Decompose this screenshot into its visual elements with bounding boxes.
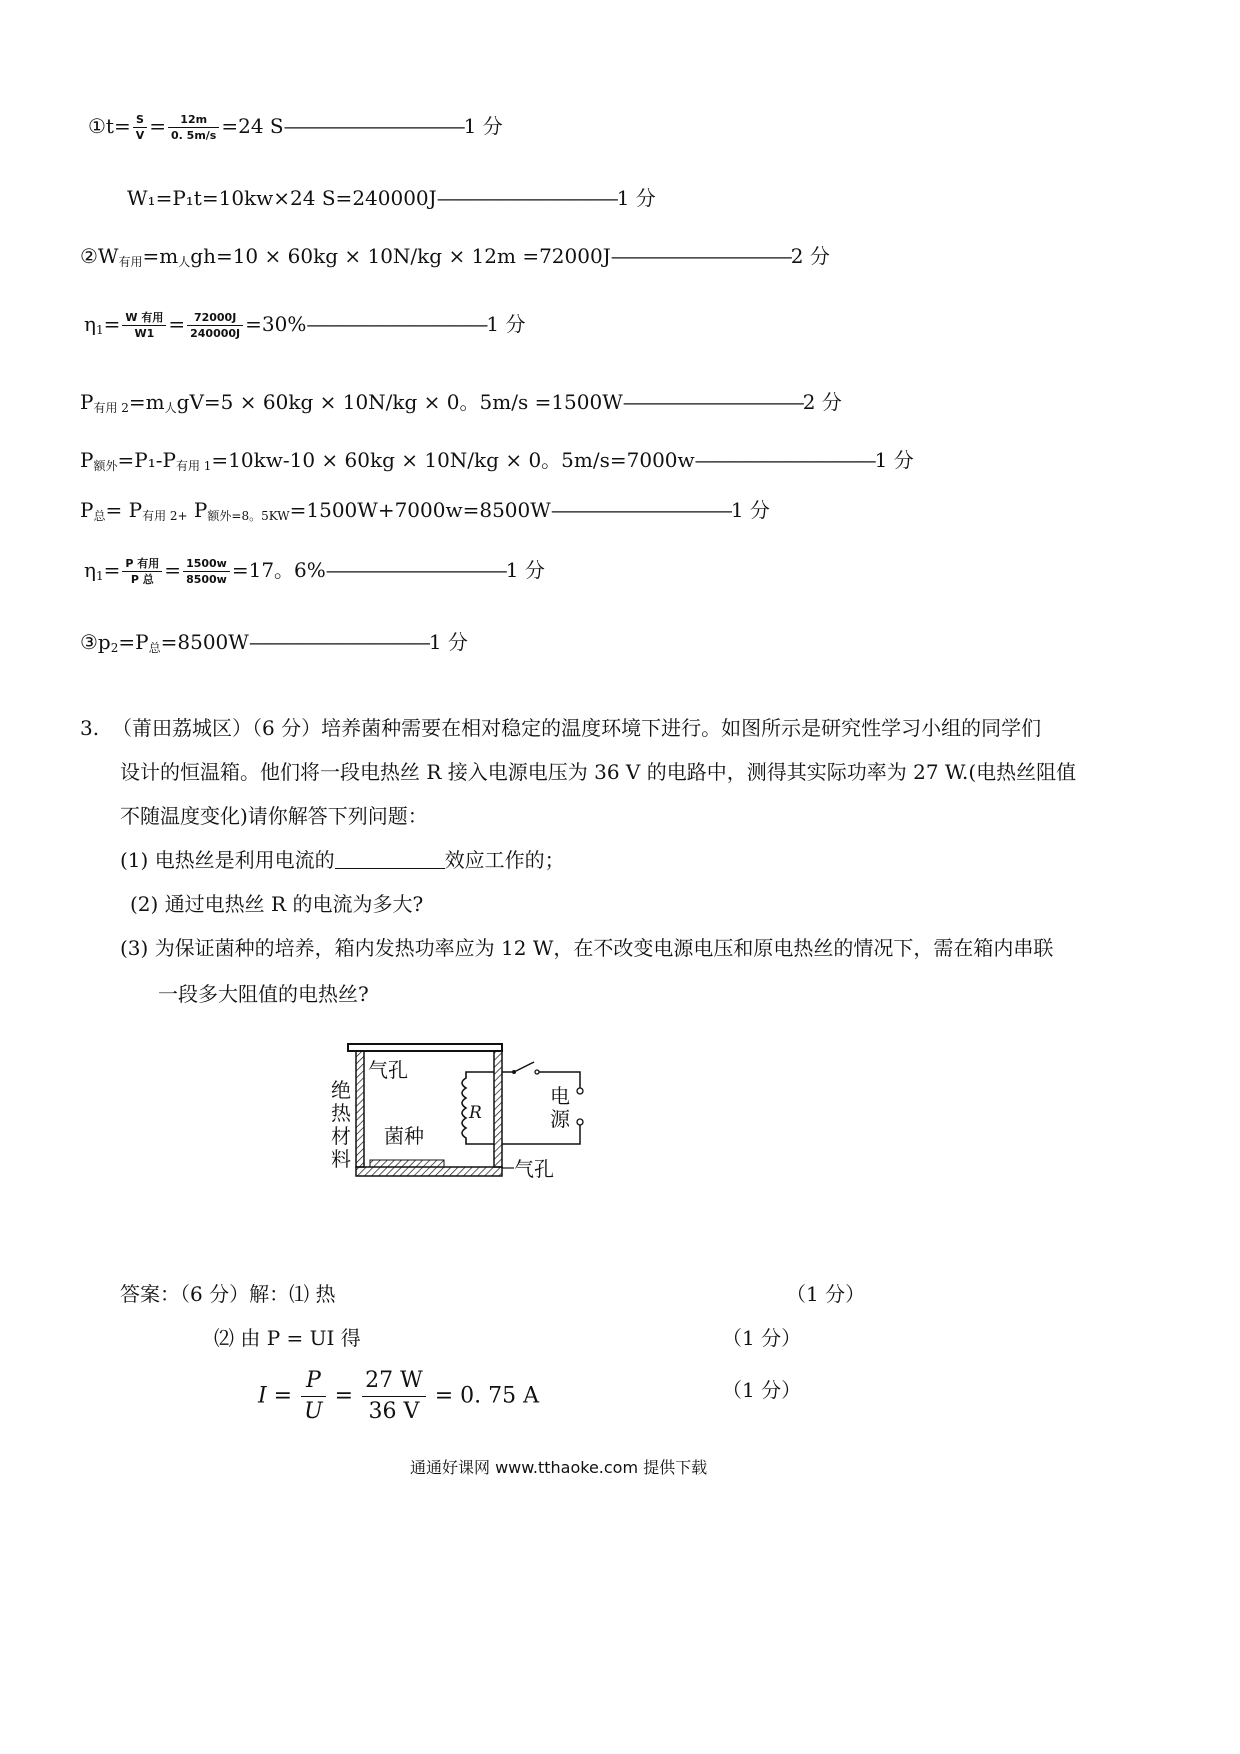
text: =m — [128, 390, 165, 414]
score: 1 分 — [616, 186, 656, 210]
subscript: 总 — [93, 509, 106, 523]
subscript: 额外 — [93, 459, 118, 473]
text: =17。6% — [231, 558, 326, 582]
numerator: P 有用 — [122, 556, 162, 572]
denominator: 0. 5m/s — [171, 129, 217, 142]
denominator: V — [135, 129, 145, 142]
text: ②W — [80, 244, 119, 268]
insulation-label-4: 料 — [331, 1147, 351, 1171]
denominator: 8500w — [186, 573, 227, 586]
question-line-2: 设计的恒温箱。他们将一段电热丝 R 接入电源电压为 36 V 的电路中，测得其实际功率为 27 W.(电热丝阻值 — [120, 760, 1077, 784]
terminal — [577, 1119, 583, 1125]
text: = — [103, 558, 121, 582]
denominator: W1 — [134, 327, 155, 340]
text: =P — [118, 630, 149, 654]
text: gV=5 × 60kg × 10N/kg × 0。5m/s =1500W — [176, 390, 623, 414]
dash-line: —————————— — [622, 390, 803, 414]
solution-line-8: $\eta_1=$ $\frac{\text{P 有用}}{\text{P 总}}$ = $\frac{1500w}{8500w}$ =17。6%——————————1 分 — [84, 557, 545, 586]
dash-line: —————————— — [436, 186, 617, 210]
fraction — [183, 556, 230, 587]
score: 1 分 — [428, 630, 468, 654]
text: =10kw-10 × 60kg × 10N/kg × 0。5m/s=7000w — [211, 448, 695, 472]
solution-line-3 — [80, 244, 830, 274]
text: (1) 电热丝是利用电流的 — [120, 848, 335, 872]
switch-contact — [535, 1070, 539, 1074]
score: 1 分 — [874, 448, 914, 472]
denominator: P 总 — [130, 573, 154, 586]
text: ①t= — [88, 114, 131, 138]
answer-line-2: ⑵ 由 P = UI 得 — [214, 1326, 361, 1350]
dash-line: —————————— — [610, 244, 791, 268]
dash-line: —————————— — [283, 114, 464, 138]
subscript: 人 — [164, 401, 177, 415]
denominator: 240000J — [190, 327, 241, 340]
sub-question-1 — [120, 848, 565, 872]
sub-question-3-line-1: (3) 为保证菌种的培养，箱内发热功率应为 12 W，在不改变电源电压和原电热丝的情况下，需在箱内串联 — [120, 936, 1054, 960]
dash-line: —————————— — [248, 630, 429, 654]
solution-line-9 — [80, 630, 468, 660]
power-label-1: 电 — [550, 1084, 570, 1108]
text: 效应工作的； — [444, 848, 565, 872]
bottom-wall — [356, 1167, 502, 1176]
subscript: 1 — [95, 569, 104, 583]
solution-line-1: ①t= $\frac{S}{V}$ = $\frac{12m}{0. 5m/s}$ =24 S——————————1 分 — [88, 113, 503, 142]
fraction — [168, 112, 219, 143]
solution-line-7 — [80, 498, 770, 528]
numerator: P — [301, 1366, 326, 1397]
text: gh=10 × 60kg × 10N/kg × 12m =72000J — [190, 244, 611, 268]
text: =8500W — [160, 630, 249, 654]
fraction — [122, 556, 162, 587]
answer-score-1: （1 分） — [786, 1282, 866, 1306]
answer-line-1: 答案：（6 分）解：⑴ 热 — [120, 1282, 336, 1306]
sub-question-3-line-2: 一段多大阻值的电热丝? — [158, 982, 369, 1006]
text: P — [80, 390, 94, 414]
answer-score-3: （1 分） — [722, 1378, 802, 1402]
denominator: U — [304, 1399, 323, 1424]
denominator: 36 V — [368, 1399, 420, 1424]
numerator: S — [133, 112, 148, 128]
text: =1500W+7000w=8500W — [289, 498, 551, 522]
solution-line-4: $\eta_1=$ $\frac{\text{W 有用}}{W1}$ = $\frac{72000J}{240000J}$ =30%——————————1 分 — [84, 311, 526, 340]
score: 1 分 — [505, 558, 545, 582]
solution-line-2 — [127, 186, 656, 210]
text: ③p — [80, 630, 111, 654]
lid — [348, 1044, 502, 1051]
subscript: 额外=8。5KW — [207, 509, 290, 523]
solution-line-5 — [80, 390, 842, 420]
text: =24 S — [221, 114, 284, 138]
fraction — [187, 310, 243, 341]
score: 1 分 — [463, 114, 503, 138]
text: =30% — [245, 312, 307, 336]
vent-bottom-label: 气孔 — [514, 1157, 554, 1181]
resistor-label: R — [469, 1103, 482, 1123]
text: η — [84, 558, 96, 582]
numerator: 12m — [168, 112, 219, 128]
text: W₁=P₁t=10kw×24 S=240000J — [127, 186, 437, 210]
text: P — [80, 448, 94, 472]
insulation-label-1: 绝 — [331, 1078, 351, 1102]
text: P — [187, 498, 208, 522]
score: 2 分 — [802, 390, 842, 414]
text: =P₁-P — [117, 448, 176, 472]
sub-question-2: (2) 通过电热丝 R 的电流为多大? — [130, 892, 424, 916]
answer-line-3: I = $\frac{P}{U}$ = $\frac{27 W}{36 V}$ = 0. 75 A — [258, 1366, 539, 1427]
answer-blank — [335, 850, 445, 869]
text: = 0. 75 A — [434, 1383, 539, 1409]
subscript: 总 — [148, 641, 161, 655]
numerator: 1500w — [183, 556, 230, 572]
subscript: 人 — [178, 255, 191, 269]
dash-line: —————————— — [694, 448, 875, 472]
solution-line-6 — [80, 448, 914, 478]
text: P — [80, 498, 94, 522]
answer-score-2: （1 分） — [722, 1326, 802, 1350]
fraction — [133, 112, 148, 143]
subscript: 有用 — [118, 255, 143, 269]
text: = — [103, 312, 121, 336]
numerator: 72000J — [187, 310, 243, 326]
subscript: 1 — [95, 323, 104, 337]
left-wall — [356, 1051, 364, 1167]
vent-top-label: 气孔 — [368, 1058, 408, 1082]
text: η — [84, 312, 96, 336]
score: 1 分 — [486, 312, 526, 336]
switch-blade — [514, 1062, 534, 1072]
dash-line: —————————— — [325, 558, 506, 582]
incubator-diagram — [326, 1030, 586, 1190]
subscript: 2 — [110, 641, 119, 655]
question-number: 3. — [80, 716, 100, 740]
subscript: 有用 1 — [175, 459, 212, 473]
right-wall — [494, 1051, 502, 1167]
bacteria-label: 菌种 — [384, 1124, 424, 1148]
numerator: W 有用 — [122, 310, 166, 326]
subscript: 有用 2+ — [142, 509, 188, 523]
score: 1 分 — [730, 498, 770, 522]
insulation-label-3: 材 — [331, 1124, 351, 1148]
score: 2 分 — [790, 244, 830, 268]
subscript: 有用 2 — [93, 401, 129, 415]
page-footer: 通通好课网 www.tthaoke.com 提供下载 — [410, 1458, 708, 1477]
bacteria-culture — [370, 1160, 444, 1167]
terminal — [577, 1088, 583, 1094]
dash-line: —————————— — [306, 312, 487, 336]
power-label-2: 源 — [550, 1107, 570, 1131]
question-line-1: （莆田荔城区）（6 分）培养菌种需要在相对稳定的温度环境下进行。如图所示是研究性学习小组的同学们 — [112, 716, 1042, 740]
text: =m — [142, 244, 179, 268]
fraction — [362, 1366, 426, 1427]
numerator: 27 W — [362, 1366, 426, 1397]
fraction — [301, 1366, 326, 1427]
question-line-3: 不随温度变化)请你解答下列问题： — [120, 804, 428, 828]
text: = P — [105, 498, 143, 522]
text: I = — [258, 1383, 293, 1409]
fraction — [122, 310, 166, 341]
insulation-label-2: 热 — [331, 1101, 351, 1125]
dash-line: —————————— — [550, 498, 731, 522]
